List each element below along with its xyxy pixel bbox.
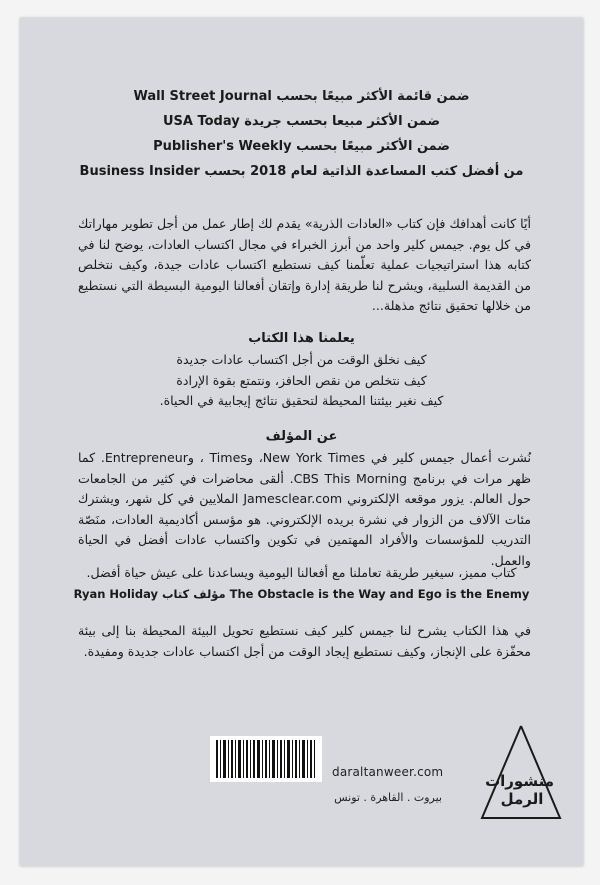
accolade-line: ضمن قائمة الأكثر مبيعًا بحسب Wall Street Journal xyxy=(133,89,470,104)
author-section xyxy=(20,426,583,571)
teaches-item: كيف نغير بيئتنا المحيطة لتحقيق نتائج إيجابية في الحياة. xyxy=(159,393,444,408)
accolades-list xyxy=(20,84,583,184)
author-heading: عن المؤلف xyxy=(265,429,338,444)
closing-paragraph: في هذا الكتاب يشرح لنا جيمس كلير كيف نستطيع تحويل البيئة المحيطة بنا إلى بيئة محفّزة على الإنجاز، وكيف نستطيع إيجاد الوقت من أجل اكتساب عادات جديدة ومفيدة. xyxy=(78,623,531,659)
accolade-line: ضمن الأكثر مبيعًا بحسب Publisher's Weekly xyxy=(153,139,450,154)
quote-text: كتاب مميز، سيغير طريقة تعاملنا مع أفعالنا اليومية ويساعدنا على عيش حياة أفضل. xyxy=(86,565,517,580)
logo-text-line: منشورات xyxy=(485,772,554,790)
teaches-item: كيف نخلق الوقت من أجل اكتساب عادات جديدة xyxy=(176,352,427,367)
book-back-cover xyxy=(20,18,583,866)
teaches-heading: يعلمنا هذا الكتاب xyxy=(248,331,355,346)
publisher-logo-text xyxy=(485,772,554,808)
intro-paragraph: أيًا كانت أهدافك فإن كتاب «العادات الذرية» يقدم لك إطار عمل من أجل تطوير مهاراتك في كل يوم. جيمس كلير واحد من أبرز الخبراء في مجال اكتساب العادات، يوضح لنا في كتابه هذا استراتيجيات عملية تعلّمنا كيف نستطيع اكتساب عادات جيدة، وكيف نتخلص من القديمة السلبية، ويشرح لنا طريقة إدارة وإتقان أفعالنا اليومية البسيطة التي نستطيع من خلالها تحقيق نتائج مذهلة... xyxy=(78,216,531,313)
teaches-section xyxy=(20,328,583,412)
accolade-line: ضمن الأكثر مبيعا بحسب جريدة USA Today xyxy=(162,114,441,129)
publisher-website: daraltanweer.com xyxy=(332,765,444,779)
quote-section xyxy=(20,563,583,604)
logo-text-line: الرمل xyxy=(500,790,544,808)
teaches-item: كيف نتخلص من نقص الحافز، ونتمتع بقوة الإرادة xyxy=(176,372,427,388)
publisher-cities: بيروت . القاهرة . تونس xyxy=(334,791,442,804)
quote-attribution: The Obstacle is the Way and Ego is the Enemy مؤلف كتاب Ryan Holiday xyxy=(73,586,530,601)
author-text: نُشرت أعمال جيمس كلير في New York Times، وTimes ، وEntrepreneur. كما ظهر مرات في برنامج CBS This Morning. ألقى محاضرات في كثير من الجامعات حول العالم. يزور موقعه الإلكتروني Jamesclear.com الملايين في كل شهر، ويشترك مئات الآلاف من الزوار في نشرة بريده الإلكتروني. هو مؤسس أكاديمية العادات، منَصّة التدريب للمؤسسات والأفراد المهتمين في تكوين واكتساب عادات أفضل في الحياة والعمل. xyxy=(78,450,532,568)
accolade-line: من أفضل كتب المساعدة الذاتية لعام 2018 بحسب Business Insider xyxy=(79,164,524,179)
barcode xyxy=(210,736,322,782)
